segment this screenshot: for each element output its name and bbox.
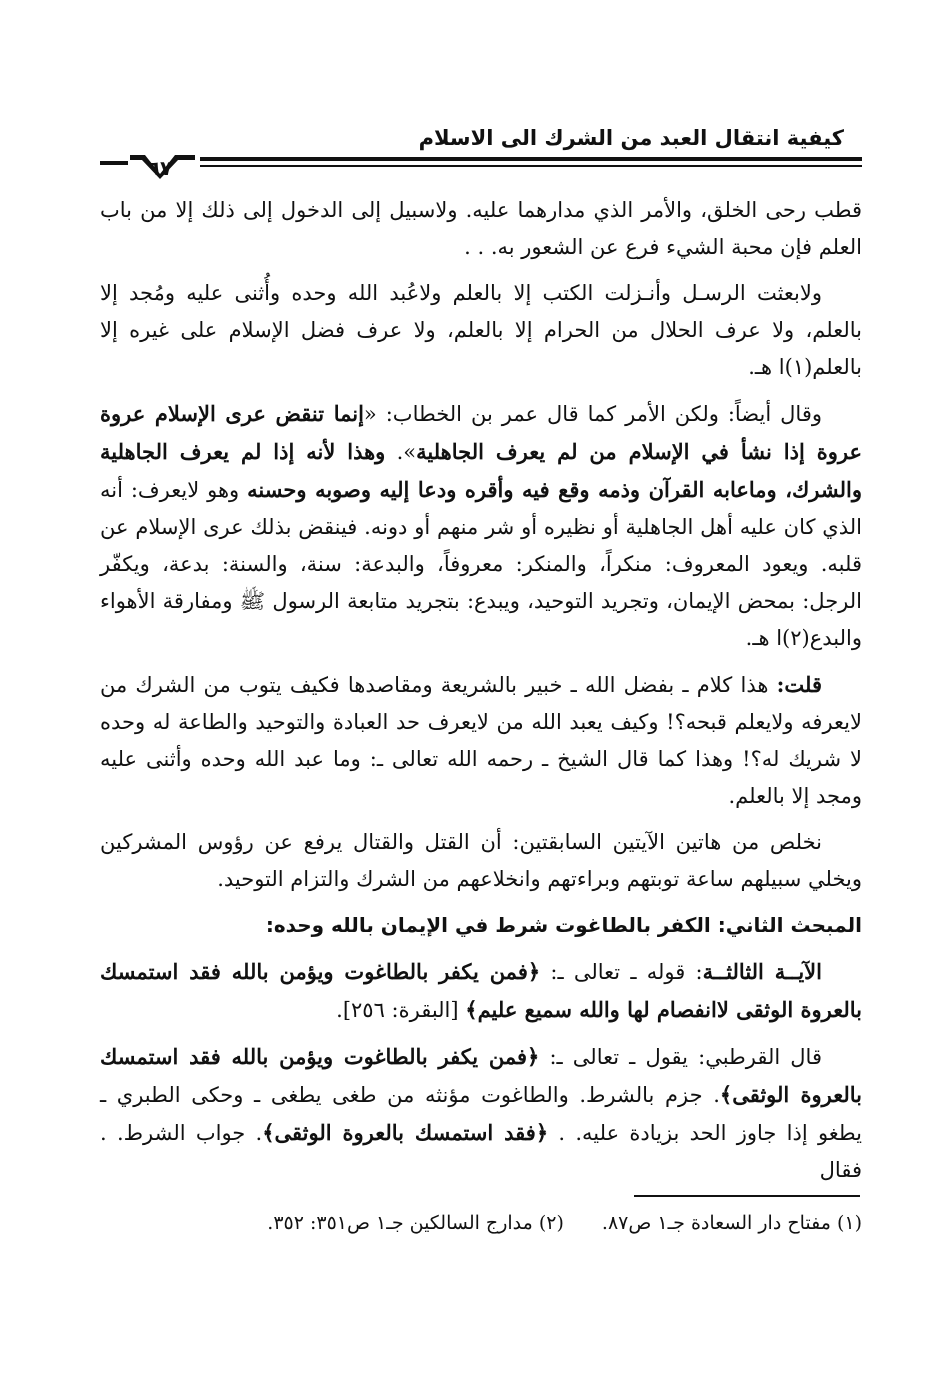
paragraph-3-rest: وهو لايعرف: أنه الذي كان عليه أهل الجاهلية أو نظيره أو شر منهم أو دونه. فينقض بذلك عرى الإسلام عن قلبه. ويعود المعروف: منكراً، والمنكر: معروفاً، والبدعة: سنة، والسنة: بدعة، ويكفّر الرجل: بمحض الإيمان، وتجريد التوحيد، ويبدع: بتجريد متابعة الرسول ﷺ ومفارقة الأهواء والبدع(٢)ا هـ. — [100, 478, 862, 650]
paragraph-1: قطب رحى الخلق، والأمر الذي مدارهما عليه. ولاسبيل إلى الدخول إلى ذلك إلا من باب العلم فإن محبة الشيء فرع عن الشعور به. . . — [100, 198, 862, 259]
quran-verse-3: ﴿فقد استمسك بالعروة الوثقى﴾ — [262, 1120, 549, 1145]
main-text — [100, 192, 862, 1198]
qurtubi-end: . جواب الشرط. . فقال — [100, 1121, 862, 1182]
verse-reference: [البقرة: ٢٥٦]. — [336, 998, 466, 1022]
quote-close: ». — [385, 440, 417, 464]
qurtubi-comment: . جزم بالشرط. والطاغوت مؤنثه من طغى يطغى ـ وحكى الطبري ـ يطغو إذا جاوز الحد بزيادة عليه. . — [100, 1083, 863, 1145]
footnote-1: (١) مفتاح دار السعادة جـ١ ص٨٧. — [601, 1212, 862, 1234]
paragraph-5: نخلص من هاتين الآيتين السابقتين: أن القتل والقتال يرفع عن رؤوس المشركين ويخلي سبيلهم ساعة توبتهم وبراءتهم وانخلاعهم من الشرك والتزام التوحيد. — [100, 830, 862, 891]
footnote-2: (٢) مدارج السالكين جـ١ ص٣٥١: ٣٥٢. — [267, 1212, 564, 1234]
verse-intro: : قوله ـ تعالى ـ: — [540, 960, 703, 984]
paragraph-6 — [100, 953, 862, 1029]
quran-verse-2: ﴿فمن يكفر بالطاغوت ويؤمن بالله فقد استمسك بالعروة الوثقى﴾ — [100, 1044, 863, 1107]
running-header-title: كيفية انتقال العبد من الشرك الى الاسلام — [418, 126, 844, 150]
hadith-quote: إنما تنقض عرى الإسلام عروة عروة إذا نشأ في الإسلام من لم يعرف الجاهلية — [100, 401, 862, 464]
qultu-label: قلت: — [776, 672, 822, 697]
section-heading: المبحث الثاني: الكفر بالطاغوت شرط في الإيمان بالله وحده: — [265, 913, 862, 937]
qurtubi-intro: قال القرطبي: يقول ـ تعالى ـ: — [539, 1045, 822, 1069]
footnote-separator — [634, 1195, 860, 1197]
paragraph-3 — [100, 395, 862, 657]
paragraph-3-intro: وقال أيضاً: ولكن الأمر كما قال عمر بن الخطاب: « — [363, 402, 823, 426]
quran-verse: ﴿فمن يكفر بالطاغوت ويؤمن بالله فقد استمسك بالعروة الوثقى لاانفصام لها والله سميع عليم﴾ — [100, 959, 862, 1022]
page-number: ٦٧ — [147, 156, 173, 180]
emphasized-sentence: وهذا لأنه إذا لم يعرف الجاهلية والشرك، وماعابه القرآن وذمه وقع فيه وأقره ودعا إليه وصوبه وحسنه — [100, 439, 862, 502]
verse-label: الآيــة الثالثــة — [702, 959, 822, 984]
paragraph-4-text: هذا كلام ـ بفضل الله ـ خبير بالشريعة ومقاصدها فكيف يتوب من الشرك من لايعرفه ولايعلم قبحه؟! وكيف يعبد الله من لايعرف حد العبادة والتوحيد والطاعة له وحده لا شريك له؟! وهذا كما قال الشيخ ـ رحمه الله تعالى ـ: وما عبد الله وحده وأثنى عليه ومجد إلا بالعلم. — [100, 673, 862, 808]
paragraph-4 — [100, 666, 862, 815]
header-rule — [100, 152, 862, 182]
footnotes — [100, 1212, 862, 1234]
header-rule-ornament — [100, 152, 862, 182]
paragraph-2: ولابعثت الرسـل وأنـزلت الكتب إلا بالعلم ولاعُبد الله وحده وأُثنى عليه ومُجد إلا بالعلم، ولا عرف الحلال من الحرام إلا بالعلم، ولا عرف فضل الإسلام على غيره إلا بالعلم(١)ا هـ. — [100, 281, 862, 379]
paragraph-7 — [100, 1038, 862, 1189]
